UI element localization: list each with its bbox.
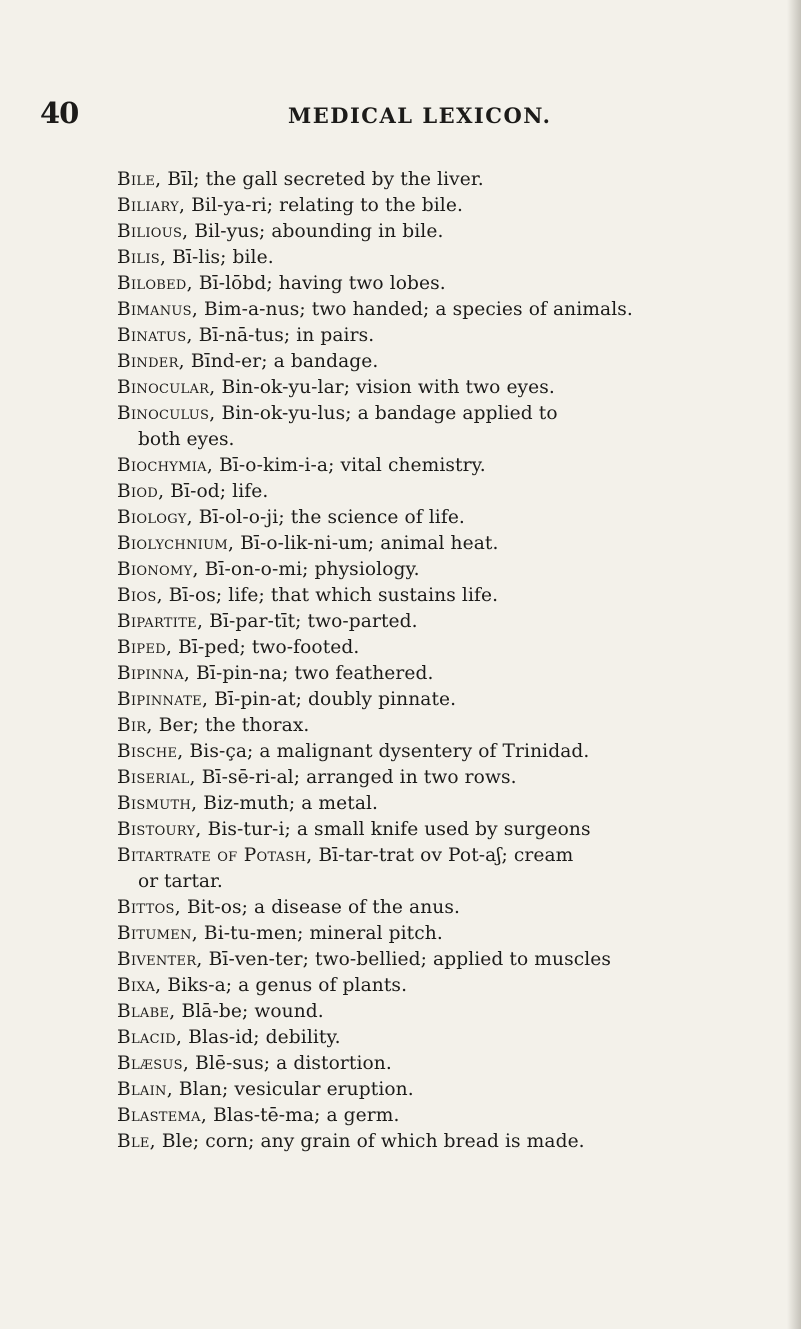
lexicon-entry [117,505,789,531]
entry-headword: Biolychnium, [117,533,235,554]
entry-headword: Bittos, [117,897,181,918]
lexicon-entry [117,349,789,375]
entry-definition: Bī-par-tīt; two-parted. [203,611,418,632]
lexicon-entry [117,765,789,791]
page-number: 40 [40,96,79,130]
lexicon-entry [117,531,789,557]
entry-headword: Bixa, [117,975,162,996]
entry-definition: Ble; corn; any grain of which bread is made. [155,1131,585,1152]
entry-headword: Bir, [117,715,153,736]
entry-headword: Bische, [117,741,184,762]
lexicon-entry [117,791,789,817]
entry-headword: Bilobed, [117,273,193,294]
entry-definition: Bī-os; life; that which sustains life. [162,585,499,606]
entry-headword: Binoculus, [117,403,216,424]
lexicon-entry [117,193,789,219]
lexicon-entry [117,609,789,635]
entry-definition: Bi-tu-men; mineral pitch. [197,923,443,944]
entry-definition: Bīnd-er; a bandage. [184,351,379,372]
lexicon-entry [117,1077,789,1103]
lexicon-entry [117,453,789,479]
entry-headword: Bilious, [117,221,189,242]
page-header [0,88,801,128]
entry-headword: Bionomy, [117,559,199,580]
entry-headword: Blacid, [117,1027,183,1048]
entry-headword: Ble, [117,1131,156,1152]
entry-headword: Bistoury, [117,819,202,840]
entry-definition: Blan; vesicular eruption. [172,1079,414,1100]
entry-definition: Bī-nā-tus; in pairs. [192,325,375,346]
entry-definition: Biks-a; a genus of plants. [161,975,408,996]
entry-definition: Bī-tar-trat ov Pot-aʃ; cream [312,845,574,866]
lexicon-entry [117,401,789,453]
entry-definition: Bī-pin-na; two feathered. [190,663,434,684]
lexicon-entry [117,271,789,297]
entry-definition: Blā-be; wound. [175,1001,324,1022]
entry-definition: Blas-tē-ma; a germ. [207,1105,400,1126]
entry-definition: Blas-id; debility. [182,1027,341,1048]
lexicon-entry [117,375,789,401]
lexicon-entry [117,817,789,843]
entry-definition: Bit-os; a disease of the anus. [180,897,461,918]
lexicon-entry [117,973,789,999]
entry-headword: Biochymia, [117,455,214,476]
entry-headword: Bios, [117,585,163,606]
entry-definition: Bis-ça; a malignant dysentery of Trinidad. [183,741,590,762]
lexicon-entry [117,1103,789,1129]
entry-headword: Bile, [117,169,162,190]
lexicon-entry [117,687,789,713]
entry-definition: Bī-ol-o-ji; the science of life. [192,507,465,528]
entry-definition: Bil-ya-ri; relating to the bile. [185,195,463,216]
entry-headword: Biology, [117,507,193,528]
entry-definition: Bī-sē-ri-al; arranged in two rows. [195,767,517,788]
entry-definition: Bī-ped; two-footed. [172,637,360,658]
entry-headword: Binder, [117,351,185,372]
entry-headword: Biventer, [117,949,203,970]
lexicon-entry [117,947,789,973]
lexicon-entry [117,219,789,245]
entry-definition: Bī-lis; bile. [166,247,274,268]
entry-definition: Bin-ok-yu-lus; a bandage applied to [215,403,558,424]
lexicon-entry [117,661,789,687]
lexicon-entry [117,999,789,1025]
lexicon-entry [117,245,789,271]
entry-headword: Blain, [117,1079,173,1100]
entry-headword: Bipartite, [117,611,204,632]
entry-definition: Bī-o-kim-i-a; vital chemistry. [213,455,486,476]
lexicon-entry [117,557,789,583]
entry-headword: Bipinna, [117,663,191,684]
entry-continuation: or tartar. [138,871,223,892]
lexicon-entry [117,921,789,947]
entry-definition: Biz-muth; a metal. [197,793,379,814]
lexicon-entry [117,583,789,609]
entry-headword: Bitumen, [117,923,198,944]
entry-headword: Blæsus, [117,1053,190,1074]
entry-definition: Bil-yus; abounding in bile. [188,221,444,242]
entry-headword: Biliary, [117,195,186,216]
lexicon-entry [117,479,789,505]
entry-definition: Bis-tur-i; a small knife used by surgeons [201,819,591,840]
entry-continuation: both eyes. [138,429,235,450]
entry-headword: Biserial, [117,767,196,788]
lexicon-entry [117,635,789,661]
lexicon-entry [117,1025,789,1051]
entry-definition: Bim-a-nus; two handed; a species of animals. [198,299,633,320]
lexicon-entry [117,1129,789,1155]
entry-headword: Blabe, [117,1001,176,1022]
lexicon-entry [117,297,789,323]
entry-headword: Bipinnate, [117,689,209,710]
entry-headword: Biped, [117,637,173,658]
entry-headword: Bilis, [117,247,167,268]
entry-definition: Bī-lōbd; having two lobes. [192,273,446,294]
entry-headword: Binocular, [117,377,216,398]
lexicon-entry [117,843,789,895]
entry-headword: Bismuth, [117,793,198,814]
entry-definition: Bī-pin-at; doubly pinnate. [208,689,457,710]
entry-headword: Binatus, [117,325,193,346]
entry-headword: Biod, [117,481,165,502]
entry-headword: Blastema, [117,1105,208,1126]
entry-definition: Bī-on-o-mi; physiology. [198,559,420,580]
entry-definition: Bin-ok-yu-lar; vision with two eyes. [215,377,555,398]
lexicon-entry [117,713,789,739]
entry-definition: Bī-o-lik-ni-um; animal heat. [234,533,499,554]
lexicon-entries [117,167,789,1155]
entry-headword: Bitartrate of Potash, [117,845,313,866]
lexicon-entry [117,1051,789,1077]
lexicon-entry [117,167,789,193]
lexicon-entry [117,739,789,765]
entry-definition: Ber; the thorax. [152,715,310,736]
entry-definition: Bī-od; life. [164,481,269,502]
lexicon-entry [117,895,789,921]
entry-definition: Bī-ven-ter; two-bellied; applied to muscles [202,949,612,970]
entry-definition: Bīl; the gall secreted by the liver. [161,169,484,190]
page-edge-shadow [787,0,801,1329]
entry-definition: Blē-sus; a distortion. [189,1053,392,1074]
entry-headword: Bimanus, [117,299,199,320]
running-head: MEDICAL LEXICON. [288,103,552,128]
lexicon-entry [117,323,789,349]
